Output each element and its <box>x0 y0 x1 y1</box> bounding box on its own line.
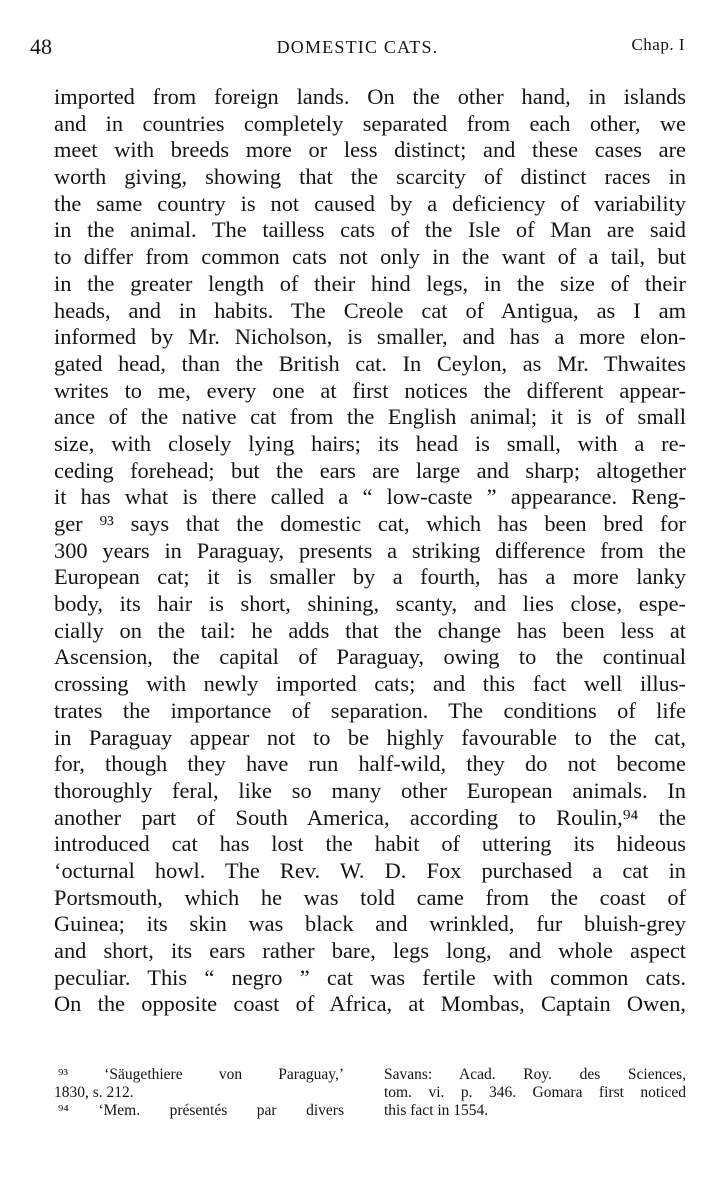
footnote-line: ⁹⁴ ‘Mem. présentés par divers <box>58 1102 344 1119</box>
text-line: crossing with newly imported cats; and this fact well illus- <box>54 671 686 697</box>
text-line: 300 years in Paraguay, presents a striking difference from the <box>54 537 686 563</box>
text-line: imported from foreign lands. On the other hand, in islands <box>54 84 686 109</box>
text-line: introduced cat has lost the habit of uttering its hideous <box>54 831 686 857</box>
text-line: in the greater length of their hind legs, in the size of their <box>54 270 686 296</box>
text-line: worth giving, showing that the scarcity of distinct races in <box>54 164 686 190</box>
page-number: 48 <box>30 34 52 59</box>
text-line: thoroughly feral, like so many other European animals. In <box>54 777 686 803</box>
text-line: and short, its ears rather bare, legs long, and whole aspect <box>54 938 686 963</box>
text-line: Guinea; its skin was black and wrinkled, fur bluish-grey <box>54 911 686 937</box>
text-line: European cat; it is smaller by a fourth, has a more lanky <box>54 564 686 590</box>
text-line: ance of the native cat from the English animal; it is of small <box>54 404 686 430</box>
chapter-label: Chap. I <box>631 35 685 54</box>
text-line: ceding forehead; but the ears are large and sharp; altogether <box>54 457 686 483</box>
text-line: peculiar. This “ negro ” cat was fertile with common cats. <box>54 964 686 990</box>
body-text <box>54 84 686 1018</box>
text-line: Ascension, the capital of Paraguay, owing to the continual <box>54 644 686 670</box>
text-line: for, though they have run half-wild, they do not become <box>54 751 686 777</box>
footnotes-left-column <box>54 1066 344 1120</box>
text-line: writes to me, every one at first notices the different appear- <box>54 377 686 403</box>
text-line: ‘octurnal howl. The Rev. W. D. Fox purchased a cat in <box>54 857 686 883</box>
footnote-line: this fact in 1554. <box>384 1102 489 1119</box>
text-line: in Paraguay appear not to be highly favourable to the cat, <box>54 724 686 750</box>
text-line: size, with closely lying hairs; its head is small, with a re- <box>54 430 686 456</box>
footnote-line: tom. vi. p. 346. Gomara first noticed <box>384 1084 686 1101</box>
text-line: heads, and in habits. The Creole cat of Antigua, as I am <box>54 297 686 323</box>
text-line: cially on the tail: he adds that the change has been less at <box>54 617 686 643</box>
running-title: DOMESTIC CATS. <box>276 37 439 57</box>
text-line: trates the importance of separation. The conditions of life <box>54 697 686 723</box>
footnote-line: ⁹³ ‘Säugethiere von Paraguay,’ <box>58 1066 344 1083</box>
footnote-line: Savans: Acad. Roy. des Sciences, <box>384 1066 686 1083</box>
text-line: it has what is there called a “ low-caste ” appearance. Reng- <box>54 484 686 510</box>
text-line: and in countries completely separated from each other, we <box>54 110 686 136</box>
text-line: meet with breeds more or less distinct; and these cases are <box>54 137 686 163</box>
footnote-line: 1830, s. 212. <box>54 1084 134 1101</box>
text-line: informed by Mr. Nicholson, is smaller, and has a more elon- <box>54 324 686 350</box>
text-line: ger ⁹³ says that the domestic cat, which has been bred for <box>54 511 686 536</box>
text-line: On the opposite coast of Africa, at Mombas, Captain Owen, <box>54 991 686 1017</box>
text-line: the same country is not caused by a deficiency of variability <box>54 190 686 216</box>
page-header <box>30 34 685 60</box>
text-line: another part of South America, according to Roulin,⁹⁴ the <box>54 804 686 830</box>
text-line: in the animal. The tailless cats of the Isle of Man are said <box>54 217 686 243</box>
text-line: body, its hair is short, shining, scanty, and lies close, espe- <box>54 591 686 617</box>
text-line: gated head, than the British cat. In Ceylon, as Mr. Thwaites <box>54 350 686 376</box>
text-line: to differ from common cats not only in the want of a tail, but <box>54 244 686 270</box>
footnotes-right-column <box>384 1066 686 1120</box>
text-line: Portsmouth, which he was told came from the coast of <box>54 884 686 910</box>
